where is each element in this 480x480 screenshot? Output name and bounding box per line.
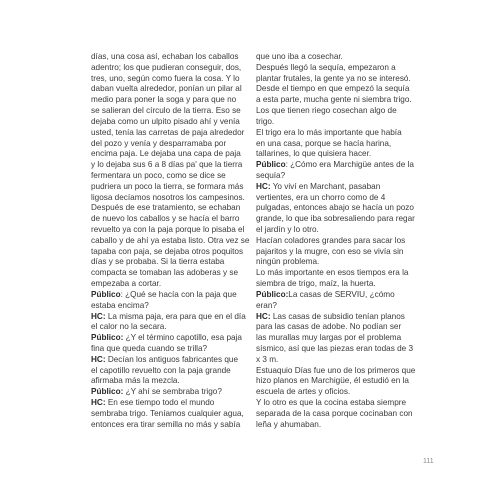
text-run: ningún problema. [256, 257, 320, 267]
text-line [91, 344, 252, 355]
text-run: vertientes, era un chorro como de 4 [256, 192, 386, 202]
text-line [256, 268, 416, 279]
text-run: estaba encima? [91, 300, 149, 310]
text-line [91, 171, 252, 182]
text-run: fina que queda cuando se trilla? [91, 343, 208, 353]
speaker-label: Público: [91, 333, 124, 343]
text-run: revuelto ya con la paja porque lo pisaba el [91, 225, 245, 234]
text-line [91, 203, 252, 214]
text-line [91, 290, 252, 301]
text-line [91, 322, 252, 333]
text-run: el calor no la secara. [91, 322, 167, 332]
text-line [91, 268, 252, 279]
text-line [256, 128, 416, 139]
text-line [256, 171, 416, 182]
text-run: de nuevo los caballos y se hacía el barro [91, 214, 240, 224]
text-run: caballo y de ahí ya estaba listo. Otra vez se [91, 235, 250, 245]
text-line [91, 160, 252, 171]
text-line [256, 279, 416, 290]
text-line [91, 63, 252, 74]
text-line [91, 420, 252, 431]
text-run: La casas de SERVIU, ¿cómo [288, 289, 395, 299]
text-run: se salieran del círculo de la tierra. Eso se [91, 106, 241, 116]
text-run: las murallas muy largas por el problema [256, 333, 402, 343]
text-run: Después llegó la sequía, empezaron a [256, 62, 396, 72]
text-run: sequía? [256, 170, 286, 180]
text-run: tallarines, lo que quisiera hacer. [256, 149, 372, 159]
text-run: compacta se tomaban las adoberas y se [91, 268, 239, 278]
text-run: x 3 m. [256, 354, 279, 364]
text-line [256, 193, 416, 204]
speaker-label: HC: [256, 181, 271, 191]
text-line [91, 225, 252, 236]
text-run: tapaba con paja, se dejaba otros poquitos [91, 246, 244, 256]
text-line [91, 279, 252, 290]
text-line [256, 139, 416, 150]
text-line [256, 387, 416, 398]
text-line [256, 301, 416, 312]
text-run: Los que tienen riego cosechan algo de [256, 106, 397, 116]
text-run: entonces era tirar semilla no más y sabía [91, 419, 241, 429]
left-text-column [91, 52, 252, 430]
text-run: a esta parte, mucha gente ni siembra trigo. [256, 95, 412, 105]
text-line [256, 376, 416, 387]
text-run: Desde el tiempo en que empezó la sequía [256, 84, 410, 94]
text-line [91, 106, 252, 117]
text-run: siembra de trigo, maíz, la huerta. [256, 279, 376, 289]
text-line [91, 95, 252, 106]
text-run: pulgadas, entonces abajo se hacía un pozo [256, 203, 414, 213]
speaker-label: HC: [91, 354, 106, 364]
text-run: trigo. [256, 116, 275, 126]
text-line [256, 398, 416, 409]
text-run: afirmaba más la mezcla. [91, 376, 180, 386]
text-run: del pozo y venía y desparramaba por [91, 138, 227, 148]
text-line [256, 63, 416, 74]
text-line [91, 236, 252, 247]
text-run: : ¿Cómo era Marchigüe antes de la [285, 160, 414, 170]
text-line [256, 52, 416, 63]
text-line [256, 409, 416, 420]
text-run: encima paja. Le dejaba una capa de paja [91, 149, 241, 159]
text-run: días, una cosa así, echaban los caballos [91, 52, 239, 61]
text-run: medio para poner la soga y para que no [91, 95, 237, 105]
text-run: daban vuelta alrededor, ponían un pilar al [91, 84, 242, 94]
text-run: grande, lo que iba sobresaliendo para regar [256, 214, 415, 224]
text-run: separada de la casa porque cocinaban con [256, 408, 413, 418]
text-line [91, 182, 252, 193]
text-line [256, 344, 416, 355]
text-run: dejaba como un ulpito pisado ahí y venía [91, 116, 240, 126]
text-run: eran? [256, 300, 277, 310]
text-run: La misma paja, era para que en el día [105, 311, 246, 321]
text-run: El trigo era lo más importante que había [256, 127, 402, 137]
text-line [256, 290, 416, 301]
text-line [256, 322, 416, 333]
text-line [256, 355, 416, 366]
text-run: que uno iba a cosechar. [256, 52, 343, 61]
text-line [256, 366, 416, 377]
speaker-label: Público: [256, 289, 289, 299]
text-line [256, 420, 416, 431]
text-line [91, 376, 252, 387]
text-run: ¿Y ahí se sembraba trigo? [123, 387, 222, 397]
text-line [256, 333, 416, 344]
text-run: escuela de artes y oficios. [256, 387, 351, 397]
text-run: Hacían coladores grandes para sacar los [256, 235, 406, 245]
text-run: plantar frutales, la gente ya no se interesó. [256, 73, 411, 83]
text-line [256, 225, 416, 236]
speaker-label: HC: [256, 311, 271, 321]
text-run: Después de ese tratamiento, se echaban [91, 203, 241, 213]
text-line [91, 398, 252, 409]
text-line [256, 106, 416, 117]
text-run: en una casa, porque se hacía harina, [256, 138, 392, 148]
text-line [91, 312, 252, 323]
speaker-label: Público: [91, 387, 124, 397]
text-line [256, 214, 416, 225]
text-line [91, 366, 252, 377]
text-run: sísmico, así que las piezas eran todas de 3 [256, 343, 414, 353]
text-line [256, 160, 416, 171]
text-line [91, 193, 252, 204]
text-line [91, 409, 252, 420]
text-run: ¿Y el término capotillo, esa paja [123, 333, 242, 343]
text-line [91, 247, 252, 258]
text-line [91, 333, 252, 344]
text-run: sembraba trigo. Teníamos cualquier agua, [91, 408, 244, 418]
text-line [91, 301, 252, 312]
page-number: 111 [423, 458, 434, 465]
right-text-column [256, 52, 416, 430]
text-line [91, 52, 252, 63]
text-run: empezaba a cortar. [91, 279, 162, 289]
text-line [91, 74, 252, 85]
text-run: usted, tenía las carretas de paja alrededor [91, 127, 245, 137]
text-line [91, 128, 252, 139]
text-run: adentro; los que pudieran conseguir, dos, [91, 62, 242, 72]
text-run: Lo más importante en esos tiempos era la [256, 268, 409, 278]
text-line [256, 182, 416, 193]
text-line [91, 139, 252, 150]
text-line [256, 95, 416, 106]
text-line [91, 387, 252, 398]
text-run: pajaritos y la mugre, con eso se vivía sin [256, 246, 404, 256]
speaker-label: HC: [91, 398, 106, 407]
text-run: : ¿Qué se hacía con la paja que [120, 289, 237, 299]
text-run: hizo planos en Marchigüe, él estudió en la [256, 376, 409, 386]
speaker-label: HC: [91, 311, 106, 321]
text-run: fermentara un poco, como se dice se [91, 170, 226, 180]
text-line [256, 247, 416, 258]
text-line [91, 117, 252, 128]
text-line [256, 312, 416, 323]
speaker-label: Público [256, 160, 286, 170]
text-run: ligosa decíamos nosotros los campesinos. [91, 192, 245, 202]
text-run: Las casas de subsidio tenían planos [270, 311, 405, 321]
text-line [91, 149, 252, 160]
text-run: leña y ahumaban. [256, 419, 322, 429]
text-run: el capotillo revuelto con la paja grande [91, 365, 231, 375]
text-line [91, 84, 252, 95]
text-run: y lo dejaba sus 6 a 8 días pa' que la tierra [91, 160, 243, 170]
text-line [91, 257, 252, 268]
text-run: tres, uno, según como fuera la cosa. Y lo [91, 73, 240, 83]
text-line [256, 74, 416, 85]
text-line [256, 84, 416, 95]
text-run: pudriera un poco la tierra, se formara más [91, 181, 244, 191]
text-run: Decían los antiguos fabricantes que [105, 354, 239, 364]
text-line [91, 214, 252, 225]
text-line [256, 117, 416, 128]
text-run: para las casas de adobe. No podían ser [256, 322, 402, 332]
text-line [256, 236, 416, 247]
text-run: Y lo otro es que la cocina estaba siempre [256, 398, 407, 407]
text-line [256, 257, 416, 268]
text-run: Estuaquio Días fue uno de los primeros que [256, 365, 416, 375]
text-run: el jardín y lo otro. [256, 225, 319, 234]
text-line [91, 355, 252, 366]
text-line [256, 203, 416, 214]
speaker-label: Público [91, 289, 121, 299]
text-line [256, 149, 416, 160]
text-run: En ese tiempo todo el mundo [105, 398, 215, 407]
text-run: Yo viví en Marchant, pasaban [270, 181, 381, 191]
text-run: días y se probaba. Si la tierra estaba [91, 257, 225, 267]
